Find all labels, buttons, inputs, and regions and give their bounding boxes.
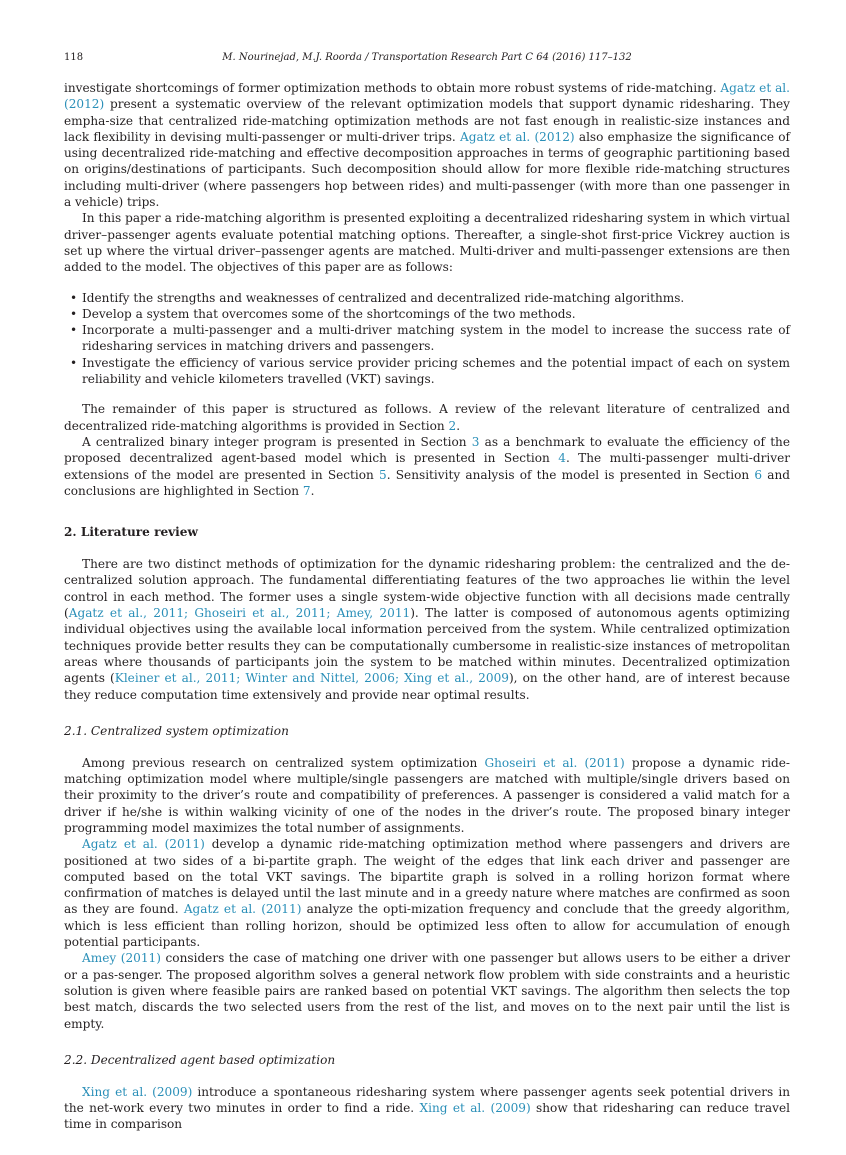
objective-item: • Investigate the efficiency of various service provider pricing schemes and the potential impact of each on system reliability and vehicle kilometers travelled (VKT) savings. [70,355,790,387]
literature-paragraph-1 [64,556,790,703]
paragraph-text: considers the case of matching one driver with one passenger but allows users to be either a driver or a pas-senger. The proposed algorithm solves a general network flow problem with side constraints and a heuristic solution is given where feasible pairs are ranked based on potential VKT savings. The algorithm then selects the top best match, discards the two selected users from the rest of the list, and moves on to the next pair until the list is empty. [64,951,790,1031]
citation-link[interactable]: Agatz et al. (2012) [64,81,790,112]
paragraph-text: . [456,418,461,433]
paragraph-text: show that ridesharing can reduce travel time in comparison [64,1101,790,1132]
section-heading-literature-review: 2. Literature review [64,525,198,540]
citation-link[interactable]: 5 [379,467,387,482]
paragraph-text: propose a dynamic ride-matching optimization model where multiple/single passengers are matched with multiple/single drivers based on their proximity to the driver’s route and compatibility of preferences. A passenger is considered a valid match for a driver if he/she is within walking vicinity of one of the nodes in the driver’s route. The proposed binary integer programming model maximizes the total number of assignments. [64,755,790,835]
paragraph-text: introduce a spontaneous ridesharing system where passenger agents seek potential drivers in the net-work every two minutes in order to find a ride. [64,1084,790,1116]
objective-item: • Incorporate a multi-passenger and a multi-driver matching system in the model to increase the success rate of ridesharing services in matching drivers and passengers. [70,323,790,354]
paragraph-text: There are two distinct methods of optimization for the dynamic ridesharing problem: the centralized and the de-centralized solution approach. The fundamental differentiating features of the two approaches lie within the level control in each method. The former uses a single system-wide objective function with all decisions made centrally ( [64,557,790,621]
running-header [64,50,790,66]
objective-item: • Develop a system that overcomes some of the shortcomings of the two methods. [70,306,576,321]
paragraph-text: as a benchmark to evaluate the efficiency of the proposed decentralized agent-based model which is presented in Section [64,434,791,466]
paragraph-text: also emphasize the significance of using decentralized ride-matching and effective decomposition approaches in terms of geographic partitioning based on origins/destinations of participants. Such decomposition should allow for more flexible ride-matching structures including multi-driver (where passengers hop between rides) and multi-passenger (with more than one passenger in a vehicle) trips. [64,129,790,210]
paragraph-text: analyze the opti-mization frequency and conclude that the greedy algorithm, which is less efficient than rolling horizon, should be optimized less often to allow for accumulation of enough potential participants. [64,902,790,950]
article-body [64,80,790,1133]
bullet-icon: • [70,290,78,305]
citation-link[interactable]: Amey (2011) [82,951,161,966]
objectives-list [64,290,790,388]
bullet-icon: • [70,323,78,338]
paragraph-text: ). The latter is composed of autonomous agents optimizing individual objectives using the available local information perceived from the system. While centralized optimization techniques provide better results they can be computationally cumbersome in realistic-size instances of metropolitan areas where thousands of participants join the system to be matched within minutes. Decentralized optimization agents ( [64,606,790,686]
objective-item: • Identify the strengths and weaknesses of centralized and decentralized ride-matching algorithms. [70,290,685,305]
citation-link[interactable]: Xing et al. (2009) [82,1084,193,1099]
intro-paragraph-1 [64,80,790,210]
citation-link[interactable]: 7 [302,483,311,498]
citation-link[interactable]: Agatz et al. (2012) [459,129,575,144]
journal-reference: M. Nourinejad, M.J. Roorda / Transportation Research Part C 64 (2016) 117–132 [222,52,632,63]
citation-link[interactable]: Agatz et al., 2011; Ghoseiri et al., 2011; Amey, 2011 [68,606,411,621]
subsection-heading-decentralized: 2.2. Decentralized agent based optimization [64,1052,336,1067]
centralized-paragraph-1 [64,755,790,836]
subsection-heading-centralized: 2.1. Centralized system optimization [64,723,289,738]
paragraph-text: Among previous research on centralized system optimization [82,755,485,770]
citation-link[interactable]: 2 [448,418,457,433]
citation-link[interactable]: 6 [754,467,763,482]
citation-link[interactable]: Agatz et al. (2011) [183,902,302,917]
paragraph-text: The remainder of this paper is structured as follows. A review of the relevant literature of centralized and decentralized ride-matching algorithms is provided in Section [64,402,790,433]
intro-paragraph-3 [64,401,790,434]
paragraph-text: . [310,483,315,498]
bullet-icon: • [70,306,78,321]
paragraph-text: present a systematic overview of the relevant optimization models that support dynamic ridesharing. They empha-size that centralized ride-matching optimization methods are not fast enough in realistic-size instances and lack flexibility in devising multi-passenger or multi-driver trips. [64,97,790,144]
intro-paragraph-2: In this paper a ride-matching algorithm is presented exploiting a decentralized ridesharing system in which virtual driver–passenger agents evaluate potential matching options. Thereafter, a single-shot first-price Vickrey auction is set up where the virtual driver–passenger agents are matched. Multi-driver and multi-passenger extensions are then added to the model. The objectives of this paper are as follows: [64,211,790,275]
citation-link[interactable]: 4 [558,451,566,466]
citation-link[interactable]: Ghoseiri et al. (2011) [484,755,625,770]
paragraph-text: . Sensitivity analysis of the model is presented in Section [386,467,755,482]
intro-paragraph-4 [64,434,790,499]
paragraph-text: ), on the other hand, are of interest because they reduce computation time extensively and provide near optimal results. [64,671,791,702]
centralized-paragraph-2 [64,836,790,950]
citation-link[interactable]: Agatz et al. (2011) [82,837,205,852]
citation-link[interactable]: Kleiner et al., 2011; Winter and Nittel, 2006; Xing et al., 2009 [114,671,509,686]
paragraph-text: A centralized binary integer program is presented in Section [82,434,472,449]
paragraph-text: develop a dynamic ride-matching optimization method where passengers and drivers are positioned at two sides of a bi-partite graph. The weight of the edges that link each driver and passenger are computed based on the total VKT savings. The bipartite graph is solved in a rolling horizon format where confirmation of matches is delayed until the last minute and in a greedy nature where matches are confirmed as soon as they are found. [64,837,791,917]
citation-link[interactable]: Xing et al. (2009) [419,1101,531,1116]
decentralized-paragraph-1 [64,1084,790,1133]
paragraph-text: . The multi-passenger multi-driver extensions of the model are presented in Section [64,451,791,482]
citation-link[interactable]: 3 [471,434,480,449]
centralized-paragraph-3 [64,950,790,1031]
page-number: 118 [64,52,84,63]
bullet-icon: • [70,355,78,370]
paragraph-text: investigate shortcomings of former optimization methods to obtain more robust systems of ride-matching. [64,81,721,95]
paragraph-text: and conclusions are highlighted in Section [64,467,790,498]
